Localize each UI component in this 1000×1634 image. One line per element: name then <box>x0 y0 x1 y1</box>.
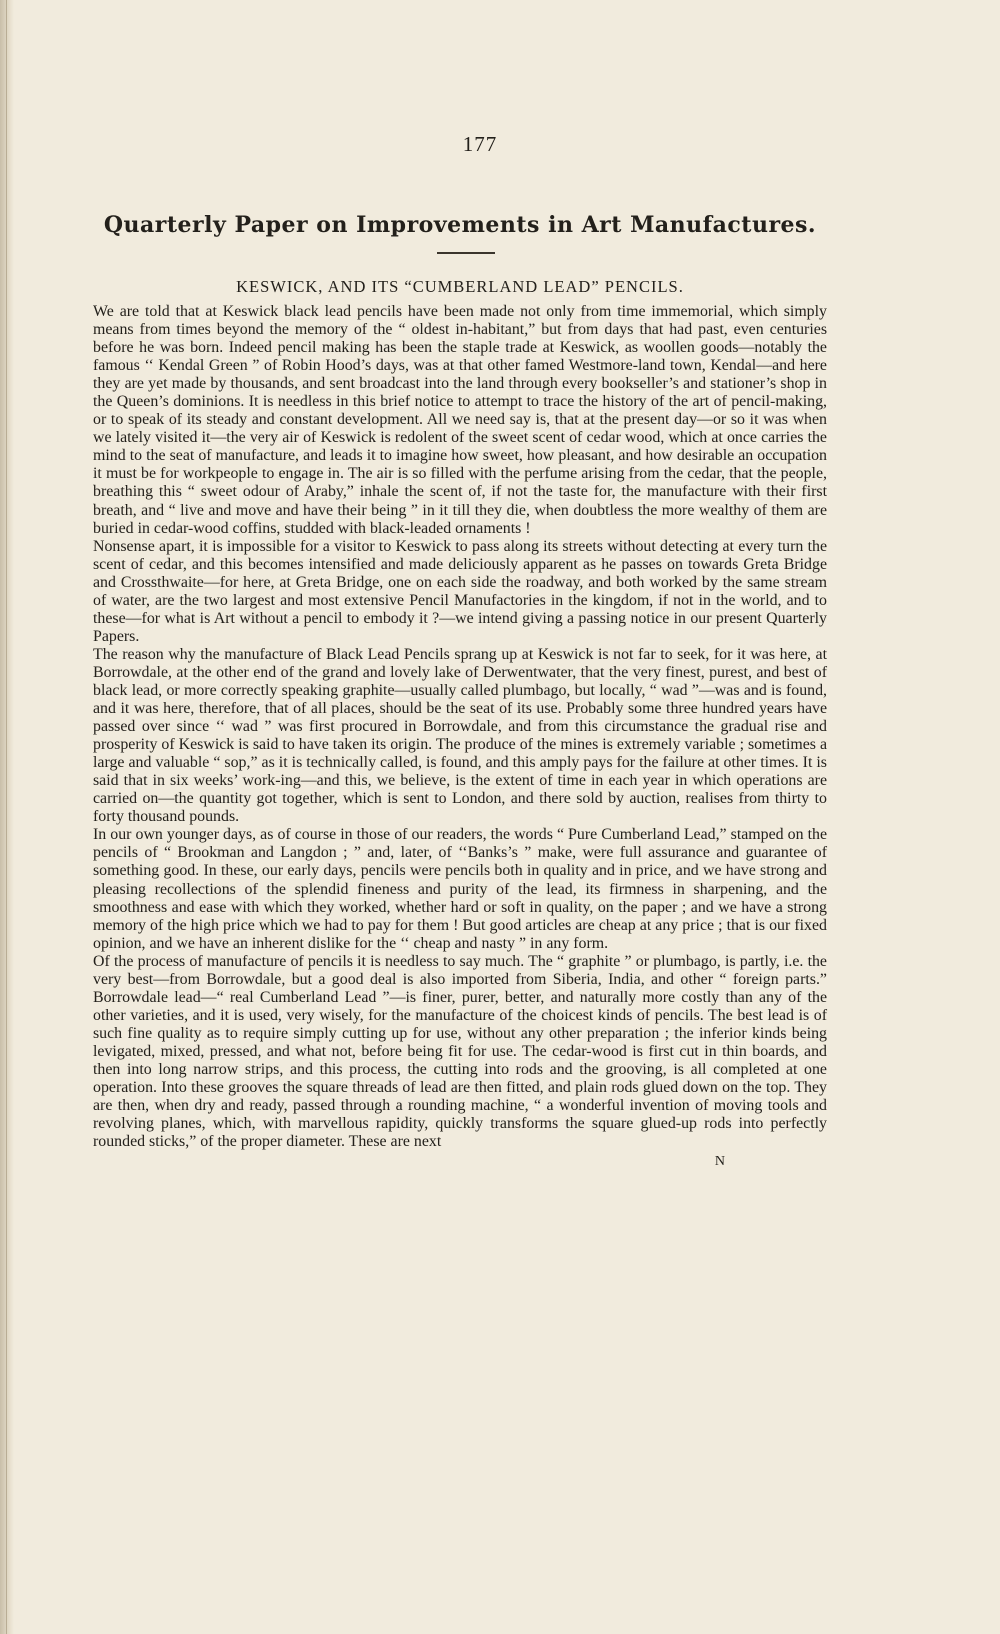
paragraph-1: We are told that at Keswick black lead pencils have been made not only from time immemorial, which simply means from times beyond the memory of the “ oldest in-habitant,” but from days that had past, even centuries before he was born. Indeed pencil making has been the staple trade at Keswick, as woollen goods—notably the famous ‘‘ Kendal Green ” of Robin Hood’s days, was at that other famed Westmore-land town, Kendal—and here they are yet made by thousands, and sent broadcast into the land through every bookseller’s and stationer’s shop in the Queen’s dominions. It is needless in this brief notice to attempt to trace the history of the art of pencil-making, or to speak of its steady and constant development. All we need say is, that at the present day—or so it was when we lately visited it—the very air of Keswick is redolent of the sweet scent of cedar wood, which at once carries the mind to the seat of manufacture, and leads it to imagine how sweet, how pleasant, and how desirable an occupation it must be for workpeople to engage in. The air is so filled with the perfume arising from the cedar, that the people, breathing this “ sweet odour of Araby,” inhale the scent of, if not the taste for, the manufacture with their first breath, and “ live and move and have their being ” in it till they die, when doubtless the more wealthy of them are buried in cedar-wood coffins, studded with black-leaded ornaments ! <box>93 303 827 537</box>
article-heading: KESWICK, AND ITS “CUMBERLAND LEAD” PENCILS. <box>236 277 684 296</box>
page-gutter-shadow <box>0 0 14 1634</box>
paragraph-4: In our own younger days, as of course in those of our readers, the words “ Pure Cumberland Lead,” stamped on the pencils of “ Brookman and Langdon ; ” and, later, of ‘‘Banks’s ” make, were full assurance and guarantee of something good. In these, our early days, pencils were pencils both in quality and in price, and we have strong and pleasing recollections of the splendid fineness and purity of the lead, its firmness in sharpening, and the smoothness and ease with which they worked, whether hard or soft in quality, on the paper ; and we have a strong memory of the high price which we had to pay for them ! But good articles are cheap at any price ; that is our fixed opinion, and we have an inherent dislike for the ‘‘ cheap and nasty ” in any form. <box>93 826 827 952</box>
paragraph-2: Nonsense apart, it is impossible for a visitor to Keswick to pass along its streets without detecting at every turn the scent of cedar, and this becomes intensified and made deliciously apparent as he passes on towards Greta Bridge and Crossthwaite—for here, at Greta Bridge, one on each side the roadway, and both worked by the same stream of water, are the two largest and most extensive Pencil Manufactories in the kingdom, if not in the world, and to these—for what is Art without a pencil to embody it ?—we intend giving a passing notice in our present Quarterly Papers. <box>93 537 827 645</box>
page-edge-line <box>6 0 7 1634</box>
title-divider <box>437 252 495 254</box>
book-page <box>93 130 827 1171</box>
paragraph-3: The reason why the manufacture of Black Lead Pencils sprang up at Keswick is not far to seek, for it was here, at Borrowdale, at the other end of the grand and lovely lake of Derwentwater, that the very finest, purest, and best of black lead, or more correctly speaking graphite—usually called plumbago, but locally, “ wad ”—was and is found, and it was here, therefore, that of all places, should be the seat of its use. Probably some three hundred years have passed over since ‘‘ wad ” was first procured in Borrowdale, and from this circumstance the gradual rise and prosperity of Keswick is said to have taken its origin. The produce of the mines is extremely variable ; sometimes a large and valuable “ sop,” as it is technically called, is found, and this amply pays for the failure at other times. It is said that in six weeks’ work-ing—and this, we believe, is the extent of time in each year in which operations are carried on—the quantity got together, which is sent to London, and there sold by auction, realises from thirty to forty thousand pounds. <box>93 645 827 826</box>
article-body <box>93 303 827 1151</box>
journal-title: Quarterly Paper on Improvements in Art Manufactures. <box>103 212 817 238</box>
signature-mark: N <box>714 1154 726 1170</box>
paragraph-5: Of the process of manufacture of pencils it is needless to say much. The “ graphite ” or plumbago, is partly, i.e. the very best—from Borrowdale, but a good deal is also imported from Siberia, India, and other “ foreign parts.” Borrowdale lead—“ real Cumberland Lead ”—is finer, purer, better, and naturally more costly than any of the other varieties, and it is used, very wisely, for the manufacture of the choicest kinds of pencils. The best lead is of such fine quality as to require simply cutting up for use, without any other preparation ; the inferior kinds being levigated, mixed, pressed, and what not, before being fit for use. The cedar-wood is first cut in thin boards, and then into long narrow strips, and this process, the cutting into rods and the grooving, is all completed at one operation. Into these grooves the square threads of lead are then fitted, and plain rods glued down on the top. They are then, when dry and ready, passed through a rounding machine, “ a wonderful invention of moving tools and revolving planes, which, with marvellous rapidity, quickly transforms the square glued-up rods into perfectly rounded sticks,” of the proper diameter. These are next <box>93 952 827 1151</box>
page-number: 177 <box>462 132 498 156</box>
